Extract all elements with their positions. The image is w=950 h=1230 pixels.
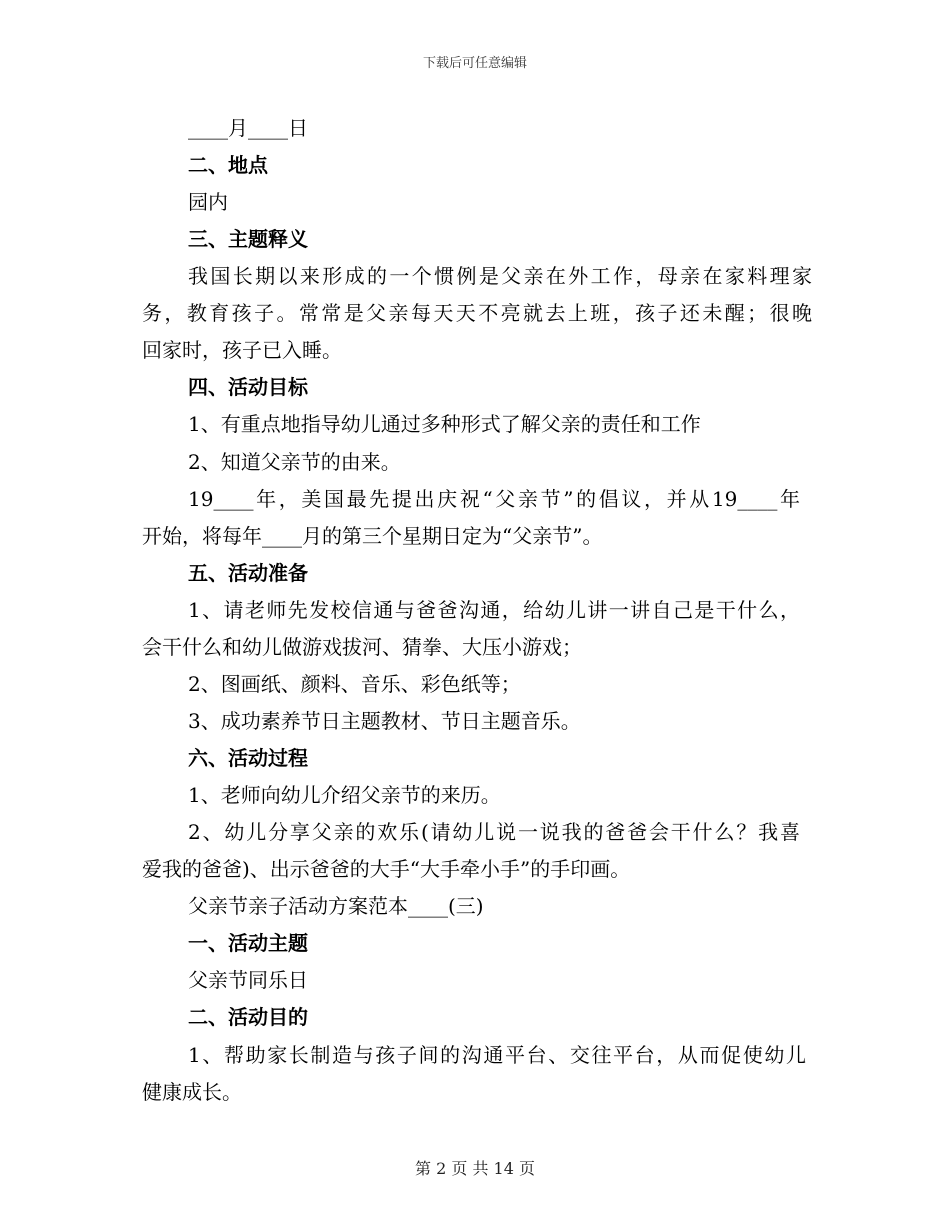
heading-theme: 三、主题释义 [188, 227, 308, 251]
section-title: 父亲节亲子活动方案范本____(三) [188, 894, 484, 918]
heading-goals: 四、活动目标 [188, 375, 308, 399]
heading-activity-purpose: 二、活动目的 [188, 1005, 308, 1029]
list-item: 2、知道父亲节的由来。 [188, 450, 401, 474]
list-item: 1、帮助家长制造与孩子间的沟通平台、交往平台，从而促使幼儿 [188, 1043, 806, 1067]
paragraph-line: 会干什么和幼儿做游戏拔河、猜拳、大压小游戏； [142, 635, 582, 659]
list-item: 1、请老师先发校信通与爸爸沟通，给幼儿讲一讲自己是干什么， [188, 598, 800, 622]
page-header: 下载后可任意编辑 [422, 56, 527, 71]
paragraph-line: 回家时，孩子已入睡。 [142, 338, 342, 362]
list-item: 1、有重点地指导幼儿通过多种形式了解父亲的责任和工作 [188, 412, 701, 436]
paragraph-line: 开始，将每年____月的第三个星期日定为“父亲节”。 [142, 524, 603, 548]
page-footer: 第 2 页 共 14 页 [415, 1159, 535, 1178]
list-item: 1、老师向幼儿介绍父亲节的来历。 [188, 783, 501, 807]
list-item: 2、图画纸、颜料、音乐、彩色纸等； [188, 672, 521, 696]
paragraph-line: 19____年，美国最先提出庆祝“父亲节”的倡议，并从19____年 [188, 487, 800, 511]
theme-text: 父亲节同乐日 [188, 968, 308, 992]
paragraph-line: 爱我的爸爸)、出示爸爸的大手“大手牵小手”的手印画。 [142, 857, 631, 881]
heading-activity-theme: 一、活动主题 [188, 931, 308, 955]
heading-location: 二、地点 [188, 153, 268, 177]
heading-process: 六、活动过程 [188, 746, 308, 770]
heading-preparation: 五、活动准备 [188, 561, 308, 585]
paragraph-line: 健康成长。 [142, 1080, 242, 1104]
paragraph-line: 务，教育孩子。常常是父亲每天天不亮就去上班，孩子还未醒；很晚 [142, 301, 812, 325]
list-item: 2、幼儿分享父亲的欢乐(请幼儿说一说我的爸爸会干什么？我喜 [188, 820, 800, 844]
paragraph-line: 我国长期以来形成的一个惯例是父亲在外工作，母亲在家料理家 [188, 264, 812, 288]
date-line: ____月____日 [188, 116, 308, 140]
location-text: 园内 [188, 190, 228, 214]
list-item: 3、成功素养节日主题教材、节日主题音乐。 [188, 709, 581, 733]
